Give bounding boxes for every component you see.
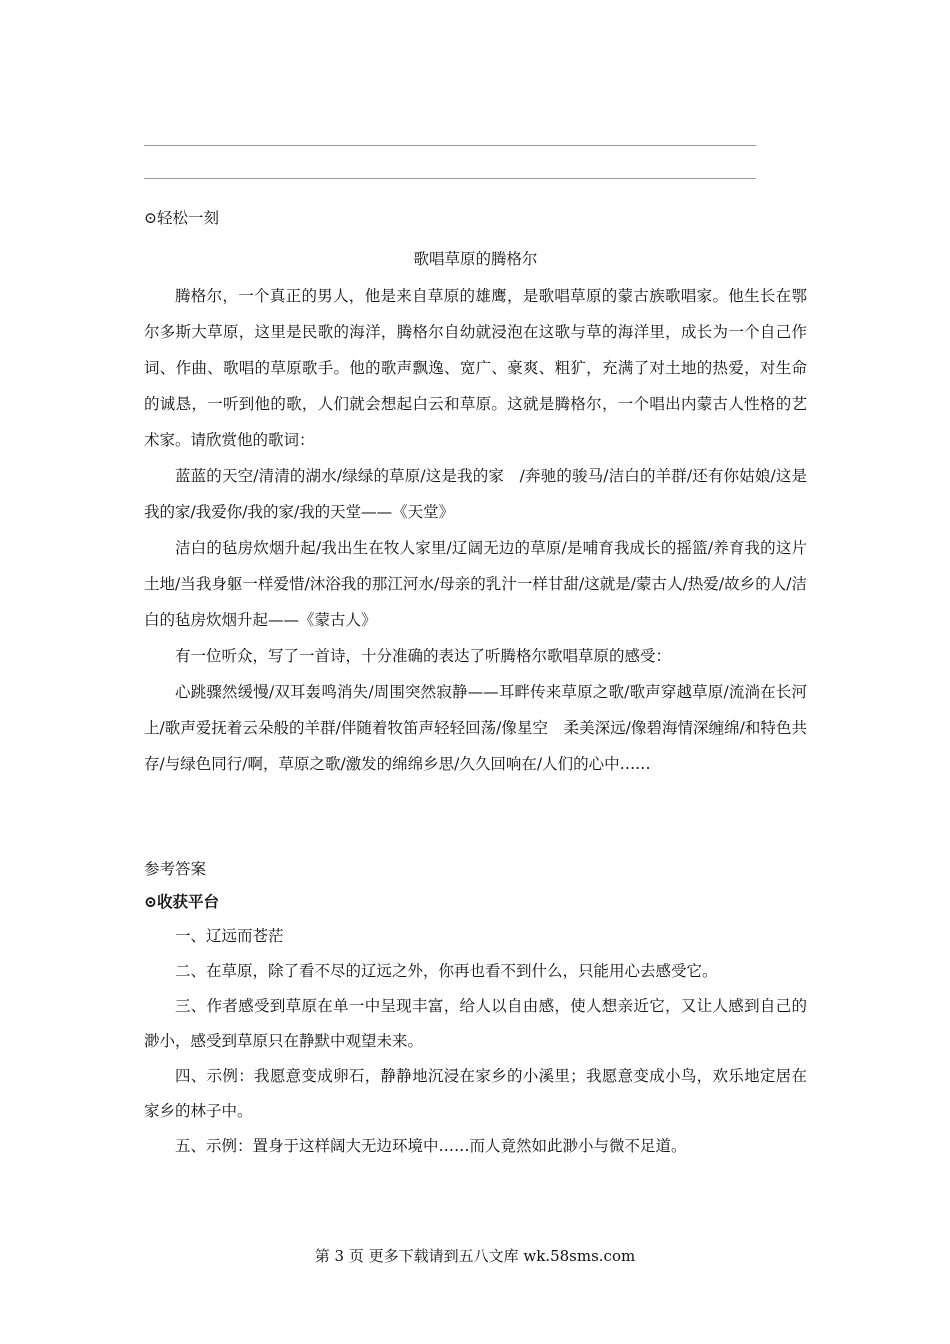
answer-item: 三、作者感受到草原在单一中呈现丰富，给人以自由感，使人想亲近它，又让人感到自己的渺小，感受到草原只在静默中观望未来。 <box>144 997 807 1050</box>
answer-item: 二、在草原，除了看不尽的辽远之外，你再也看不到什么，只能用心去感受它。 <box>175 962 718 980</box>
article-paragraph: 腾格尔，一个真正的男人，他是来自草原的雄鹰，是歌唱草原的蒙古族歌唱家。他生长在鄂尔多斯大草原，这里是民歌的海洋，腾格尔自幼就浸泡在这歌与草的海洋里，成长为一个自己作词、作曲、歌唱的草原歌手。他的歌声飘逸、宽广、豪爽、粗犷，充满了对土地的热爱，对生命的诚恳，一听到他的歌，人们就会想起白云和草原。这就是腾格尔，一个唱出内蒙古人性格的艺术家。请欣赏他的歌词： <box>144 287 807 449</box>
section-heading-harvest: ⊙收获平台 <box>144 892 219 911</box>
answers-heading: 参考答案 <box>144 860 207 878</box>
article-title: 歌唱草原的腾格尔 <box>413 250 538 268</box>
article-paragraph: 洁白的毡房炊烟升起/我出生在牧人家里/辽阔无边的草原/是哺育我成长的摇篮/养育我的这片土地/当我身躯一样爱惜/沐浴我的那江河水/母亲的乳汁一样甘甜/这就是/蒙古人/热爱/故乡的人/洁白的毡房炊烟升起——《蒙古人》 <box>144 539 807 629</box>
answer-line <box>144 178 756 179</box>
article-body <box>144 278 807 782</box>
answer-item: 一、辽远而苍茫 <box>175 927 284 945</box>
answer-item: 五、示例：置身于这样阔大无边环境中……而人竟然如此渺小与微不足道。 <box>175 1137 687 1155</box>
section-heading-relax: ⊙轻松一刻 <box>144 209 219 227</box>
answers-list <box>144 919 807 1164</box>
article-paragraph: 心跳骤然缓慢/双耳轰鸣消失/周围突然寂静——耳畔传来草原之歌/歌声穿越草原/流淌在长河上/歌声爱抚着云朵般的羊群/伴随着牧笛声轻轻回荡/像星空 柔美深远/像碧海情深缠绵/和特色共存/与绿色同行/啊，草原之歌/激发的绵绵乡思/久久回响在/人们的心中…… <box>144 683 807 773</box>
answer-line <box>144 145 756 146</box>
answer-item: 四、示例：我愿意变成卵石，静静地沉浸在家乡的小溪里；我愿意变成小鸟，欢乐地定居在家乡的林子中。 <box>144 1067 807 1120</box>
page-footer: 第 3 页 更多下载请到五八文库 wk.58sms.com <box>314 1247 636 1265</box>
article-paragraph: 蓝蓝的天空/清清的湖水/绿绿的草原/这是我的家 /奔驰的骏马/洁白的羊群/还有你姑娘/这是我的家/我爱你/我的家/我的天堂——《天堂》 <box>144 467 807 521</box>
article-paragraph: 有一位听众，写了一首诗，十分准确的表达了听腾格尔歌唱草原的感受： <box>175 647 672 665</box>
